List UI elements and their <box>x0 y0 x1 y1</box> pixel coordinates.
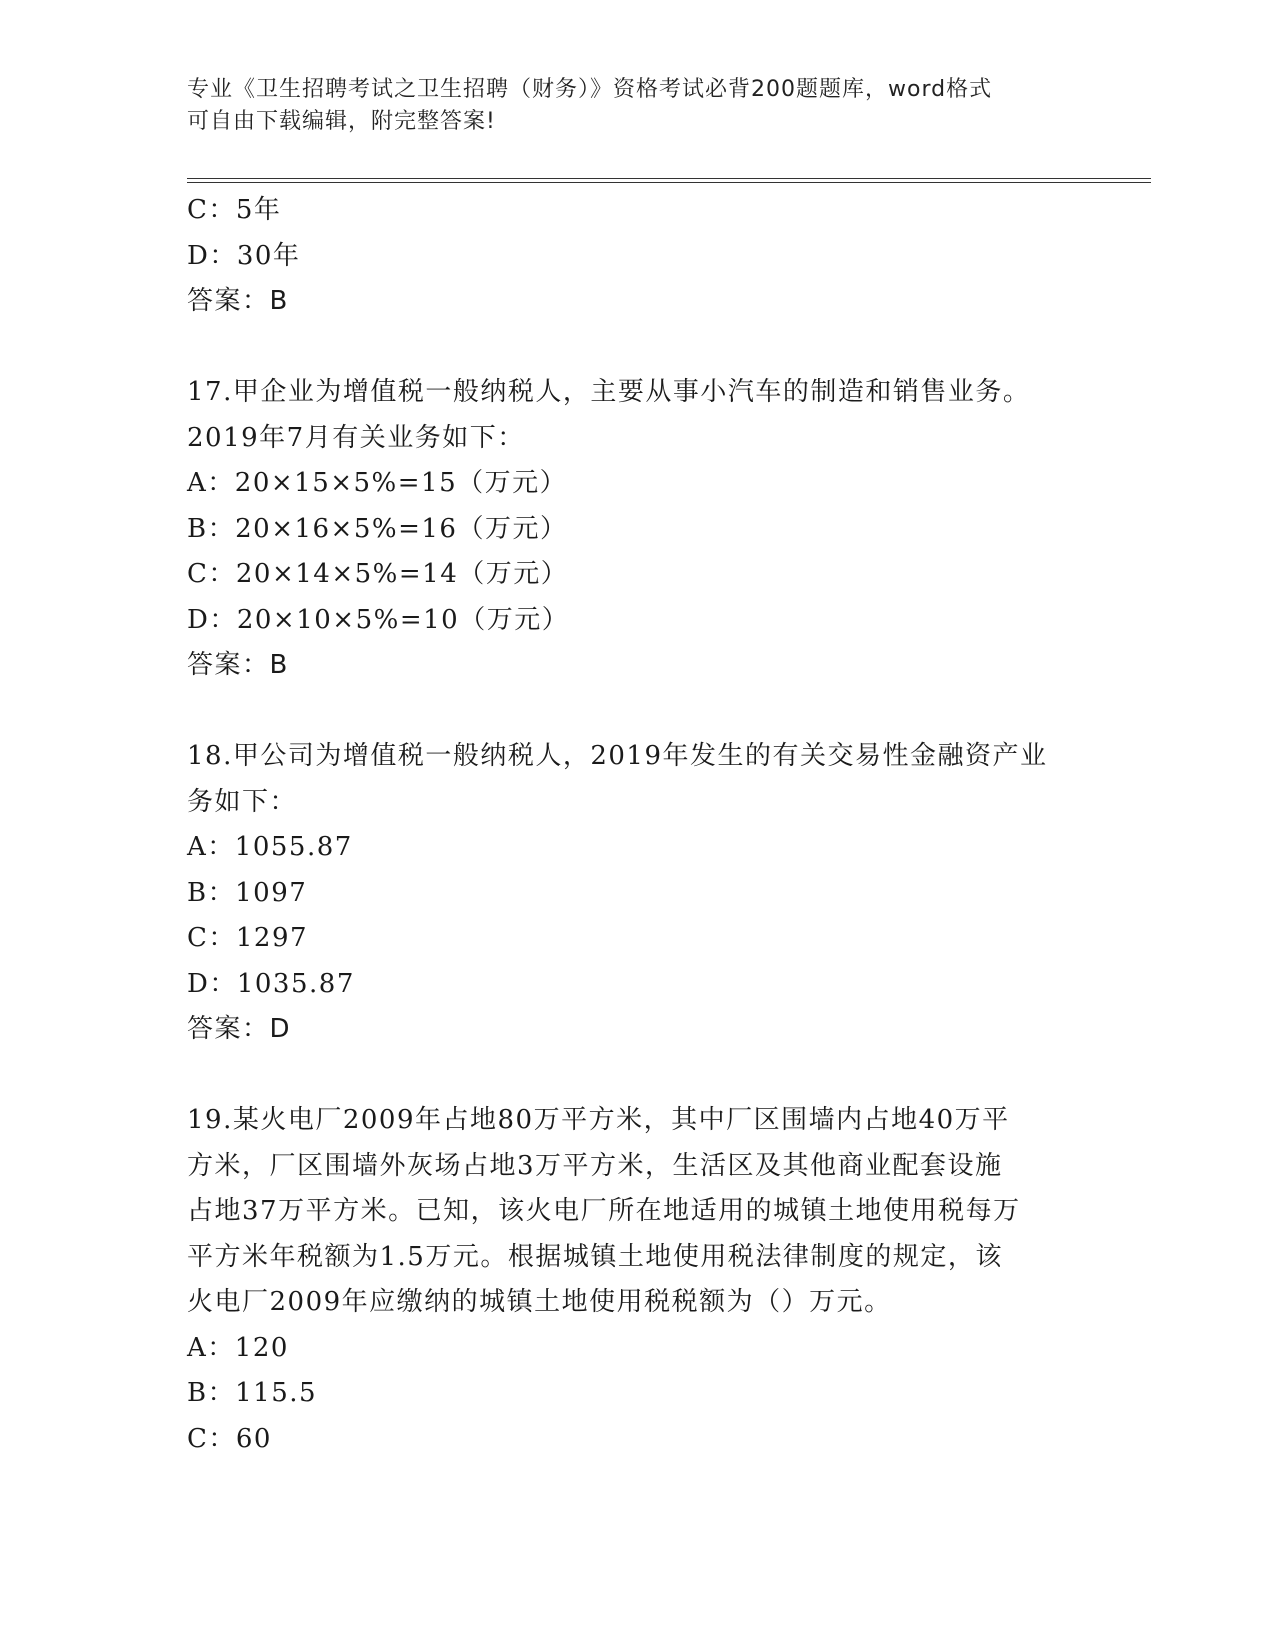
q17-option-d: D：20×10×5%=10（万元） <box>187 604 570 635</box>
q19-stem-line-3: 占地37万平方米。已知，该火电厂所在地适用的城镇土地使用税每万 <box>187 1196 1021 1226</box>
q17-stem-line-2: 2019年7月有关业务如下： <box>187 422 525 453</box>
document-header <box>187 74 1087 138</box>
q19-stem-line-1: 19.某火电厂2009年占地80万平方米，其中厂区围墙内占地40万平 <box>187 1105 1010 1135</box>
q19-option-a: A：120 <box>187 1332 289 1363</box>
q18-option-c: C：1297 <box>187 923 309 953</box>
spacer <box>187 689 1087 735</box>
header-divider <box>187 178 1151 183</box>
q18-answer: 答案：D <box>187 1014 292 1044</box>
q19-stem-line-5: 火电厂2009年应缴纳的城镇土地使用税税额为（）万元。 <box>187 1287 892 1317</box>
q19-stem-line-4: 平方米年税额为1.5万元。根据城镇土地使用税法律制度的规定，该 <box>187 1241 1003 1272</box>
q17-option-b: B：20×16×5%=16（万元） <box>187 513 568 544</box>
q19-option-b: B：115.5 <box>187 1378 318 1408</box>
question-17 <box>187 370 1087 689</box>
q16-option-d: D：30年 <box>187 240 301 271</box>
question-19 <box>187 1098 1087 1462</box>
spacer <box>187 1053 1087 1099</box>
q17-answer: 答案：B <box>187 650 289 680</box>
q18-option-a: A：1055.87 <box>187 832 353 862</box>
q17-option-a: A：20×15×5%=15（万元） <box>187 468 568 498</box>
q18-stem-line-1: 18.甲公司为增值税一般纳税人，2019年发生的有关交易性金融资产业 <box>187 741 1048 771</box>
spacer <box>187 325 1087 371</box>
q17-option-c: C：20×14×5%=14（万元） <box>187 559 569 589</box>
question-18 <box>187 734 1087 1053</box>
q16-option-c: C：5年 <box>187 195 282 225</box>
q18-stem-line-2: 务如下： <box>187 786 298 817</box>
q18-option-d: D：1035.87 <box>187 968 355 999</box>
q16-answer: 答案：B <box>187 286 289 316</box>
header-title-line-1: 专业《卫生招聘考试之卫生招聘（财务）》资格考试必背200题题库，word格式 <box>187 77 993 102</box>
document-body <box>187 188 1087 1462</box>
q19-stem-line-2: 方米，厂区围墙外灰场占地3万平方米，生活区及其他商业配套设施 <box>187 1150 1003 1181</box>
q17-stem-line-1: 17.甲企业为增值税一般纳税人，主要从事小汽车的制造和销售业务。 <box>187 377 1031 407</box>
q19-option-c: C：60 <box>187 1423 272 1454</box>
header-title-line-2: 可自由下载编辑，附完整答案! <box>187 109 496 134</box>
q18-option-b: B：1097 <box>187 877 308 908</box>
question-16 <box>187 188 1087 325</box>
